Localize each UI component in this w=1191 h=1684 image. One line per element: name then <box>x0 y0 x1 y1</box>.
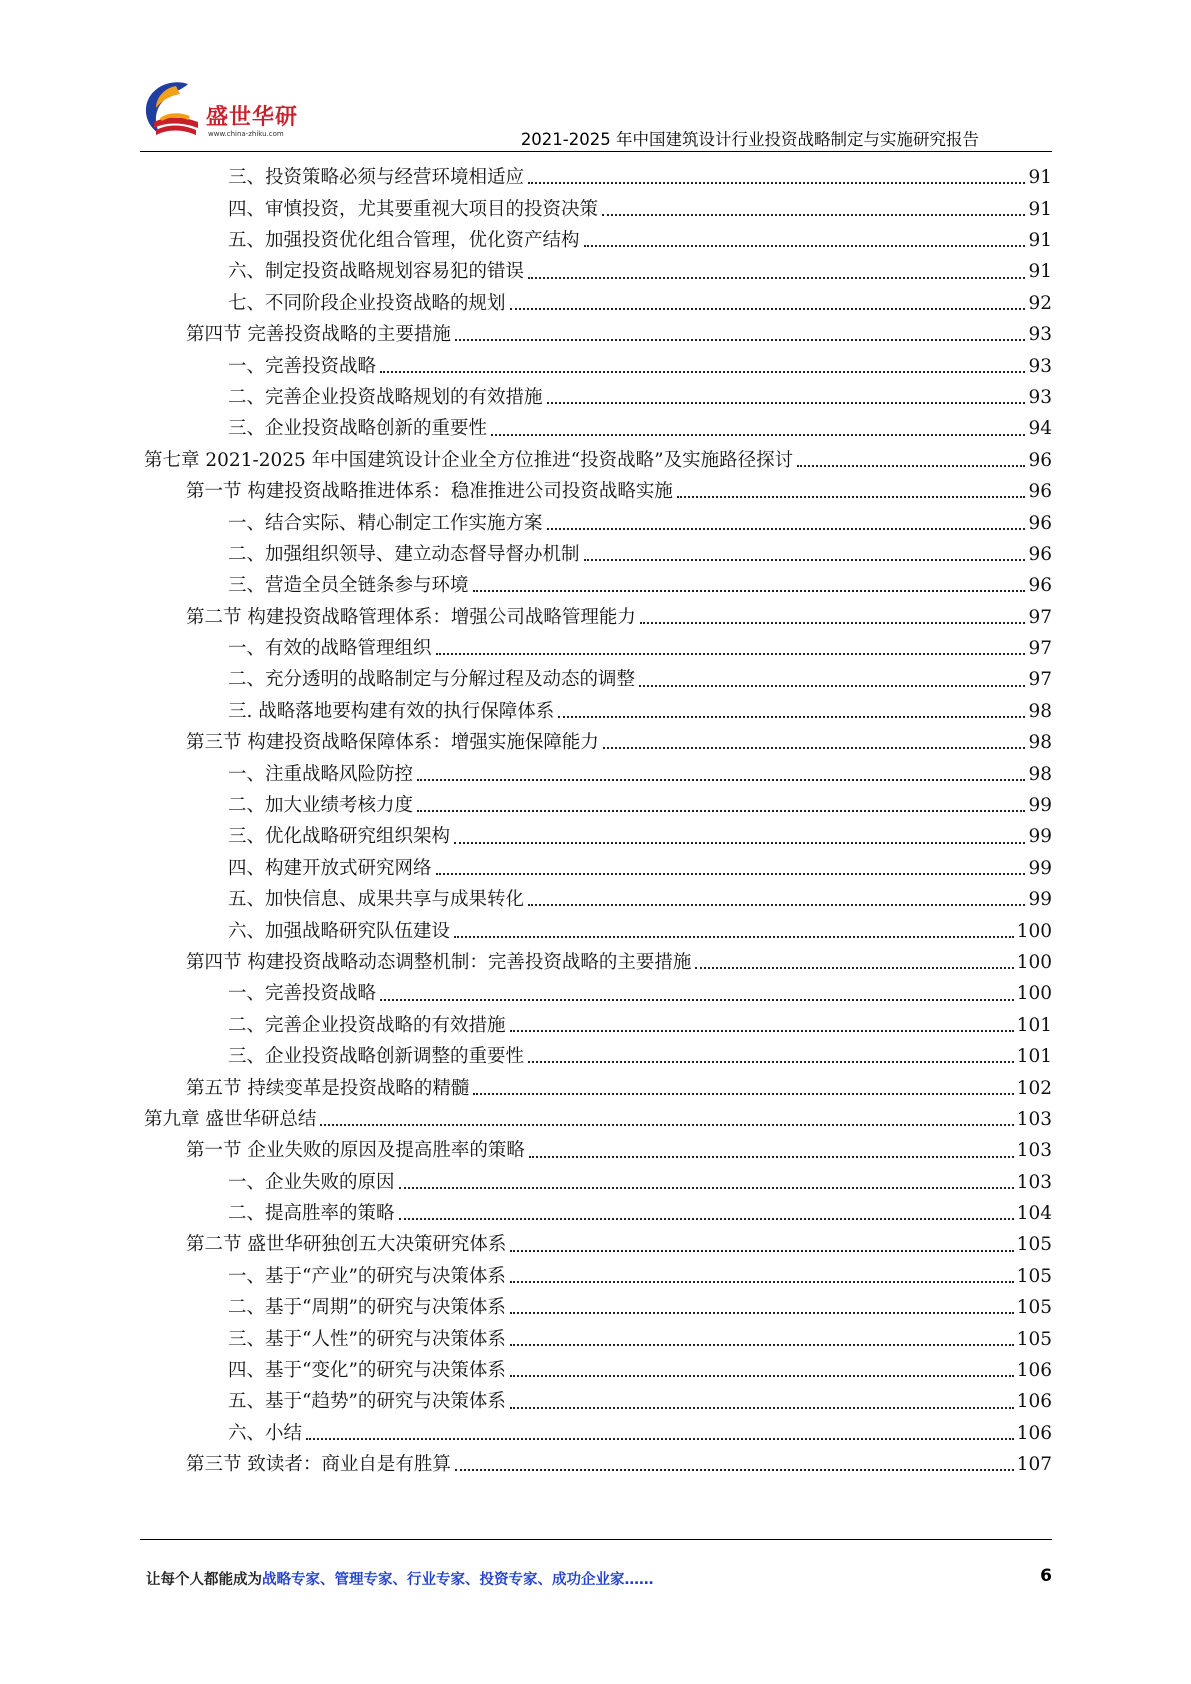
toc-entry-title: 一、企业失败的原因 <box>228 1171 395 1193</box>
toc-dot-leader <box>510 1375 1014 1377</box>
toc-entry-page: 105 <box>1016 1297 1052 1319</box>
toc-entry-page: 91 <box>1028 198 1052 220</box>
toc-entry-title: 七、不同阶段企业投资战略的规划 <box>228 292 506 314</box>
toc-entry-title: 第二节 构建投资战略管理体系：增强公司战略管理能力 <box>186 606 636 628</box>
toc-entry-title: 三. 战略落地要构建有效的执行保障体系 <box>228 700 555 722</box>
toc-entry-page: 104 <box>1016 1203 1052 1225</box>
toc-entry[interactable] <box>144 1384 1052 1415</box>
toc-dot-leader <box>603 747 1026 749</box>
toc-entry-page: 93 <box>1028 355 1052 377</box>
toc-entry-page: 96 <box>1028 543 1052 565</box>
toc-entry[interactable] <box>144 1133 1052 1164</box>
toc-entry-title: 三、投资策略必须与经营环境相适应 <box>228 167 525 189</box>
toc-entry-page: 106 <box>1016 1391 1052 1413</box>
toc-entry[interactable] <box>144 1290 1052 1321</box>
toc-entry[interactable] <box>144 631 1052 662</box>
toc-entry[interactable] <box>144 317 1052 348</box>
toc-dot-leader <box>491 434 1025 436</box>
toc-dot-leader <box>455 339 1026 341</box>
toc-entry-page: 91 <box>1028 261 1052 283</box>
toc-entry-page: 96 <box>1028 481 1052 503</box>
toc-dot-leader <box>399 1218 1014 1220</box>
toc-dot-leader <box>584 559 1026 561</box>
toc-entry-title: 二、基于“周期”的研究与决策体系 <box>228 1297 506 1319</box>
toc-dot-leader <box>510 1312 1014 1314</box>
toc-entry[interactable] <box>144 788 1052 819</box>
logo-emblem-icon <box>140 78 206 142</box>
toc-entry-page: 98 <box>1028 763 1052 785</box>
toc-dot-leader <box>510 1030 1014 1032</box>
toc-entry-title: 一、完善投资战略 <box>228 983 377 1005</box>
toc-dot-leader <box>454 842 1025 844</box>
logo-name: 盛世华研 <box>206 105 299 130</box>
toc-entry-title: 一、基于“产业”的研究与决策体系 <box>228 1265 506 1287</box>
toc-entry-page: 105 <box>1016 1265 1052 1287</box>
toc-entry-page: 97 <box>1028 638 1052 660</box>
toc-entry-page: 99 <box>1028 826 1052 848</box>
toc-dot-leader <box>529 1156 1014 1158</box>
toc-entry[interactable] <box>144 411 1052 442</box>
toc-entry-title: 第一节 构建投资战略推进体系：稳准推进公司投资战略实施 <box>186 481 673 503</box>
logo-url: www.china-zhiku.com <box>208 130 284 138</box>
toc-entry-title: 一、结合实际、精心制定工作实施方案 <box>228 512 543 534</box>
toc-entry-page: 100 <box>1016 951 1052 973</box>
toc-entry-title: 三、优化战略研究组织架构 <box>228 826 451 848</box>
toc-dot-leader <box>473 590 1026 592</box>
toc-entry-page: 103 <box>1016 1171 1052 1193</box>
toc-dot-leader <box>695 967 1013 969</box>
toc-entry[interactable] <box>144 1416 1052 1447</box>
toc-entry-title: 三、基于“人性”的研究与决策体系 <box>228 1328 506 1350</box>
toc-entry-page: 107 <box>1016 1454 1052 1476</box>
toc-dot-leader <box>510 1407 1014 1409</box>
toc-dot-leader <box>797 465 1025 467</box>
toc-dot-leader <box>547 528 1026 530</box>
toc-entry-title: 二、提高胜率的策略 <box>228 1203 395 1225</box>
toc-entry[interactable] <box>144 286 1052 317</box>
toc-dot-leader <box>436 653 1026 655</box>
toc-dot-leader <box>510 1344 1014 1346</box>
toc-entry[interactable] <box>144 913 1052 944</box>
toc-dot-leader <box>380 371 1025 373</box>
toc-entry-title: 三、企业投资战略创新的重要性 <box>228 418 488 440</box>
toc-entry-title: 第九章 盛世华研总结 <box>144 1108 317 1130</box>
toc-entry-title: 第七章 2021-2025 年中国建筑设计企业全方位推进“投资战略”及实施路径探讨 <box>144 449 794 471</box>
toc-dot-leader <box>454 936 1014 938</box>
toc-dot-leader <box>547 402 1026 404</box>
toc-dot-leader <box>417 810 1025 812</box>
page-header <box>0 0 1191 160</box>
toc-entry[interactable] <box>144 254 1052 285</box>
toc-entry[interactable] <box>144 819 1052 850</box>
toc-entry-page: 98 <box>1028 700 1052 722</box>
toc-entry-page: 100 <box>1016 920 1052 942</box>
toc-entry[interactable] <box>144 1039 1052 1070</box>
toc-dot-leader <box>455 1469 1014 1471</box>
toc-entry[interactable] <box>144 1259 1052 1290</box>
toc-entry-title: 五、加强投资优化组合管理，优化资产结构 <box>228 229 580 251</box>
toc-entry[interactable] <box>144 725 1052 756</box>
toc-entry-page: 93 <box>1028 324 1052 346</box>
toc-entry-page: 94 <box>1028 418 1052 440</box>
toc-entry[interactable] <box>144 443 1052 474</box>
toc-entry-page: 93 <box>1028 386 1052 408</box>
toc-dot-leader <box>510 1281 1014 1283</box>
toc-entry-title: 二、加强组织领导、建立动态督导督办机制 <box>228 543 580 565</box>
toc-entry-title: 四、基于“变化”的研究与决策体系 <box>228 1360 506 1382</box>
toc-entry-title: 第三节 致读者：商业自是有胜算 <box>186 1454 451 1476</box>
toc-entry[interactable] <box>144 756 1052 787</box>
toc-entry[interactable] <box>144 976 1052 1007</box>
toc-entry-title: 一、完善投资战略 <box>228 355 377 377</box>
toc-dot-leader <box>640 622 1026 624</box>
toc-entry-title: 六、加强战略研究队伍建设 <box>228 920 451 942</box>
toc-dot-leader <box>558 716 1025 718</box>
toc-entry-title: 第三节 构建投资战略保障体系：增强实施保障能力 <box>186 732 599 754</box>
toc-dot-leader <box>417 779 1025 781</box>
toc-dot-leader <box>528 904 1025 906</box>
page-number: 6 <box>1040 1566 1052 1586</box>
header-divider <box>140 151 1052 152</box>
toc-entry-page: 106 <box>1016 1360 1052 1382</box>
toc-entry-title: 一、有效的战略管理组织 <box>228 638 432 660</box>
toc-entry-page: 100 <box>1016 983 1052 1005</box>
slogan-prefix: 让每个人都能成为 <box>146 1572 262 1588</box>
toc-entry-page: 99 <box>1028 857 1052 879</box>
toc-entry[interactable] <box>144 1321 1052 1352</box>
toc-entry-page: 101 <box>1016 1014 1052 1036</box>
toc-entry-page: 103 <box>1016 1108 1052 1130</box>
toc-entry-page: 98 <box>1028 732 1052 754</box>
toc-entry-title: 六、制定投资战略规划容易犯的错误 <box>228 261 525 283</box>
toc-entry[interactable] <box>144 160 1052 191</box>
toc-entry-page: 99 <box>1028 795 1052 817</box>
toc-entry[interactable] <box>144 882 1052 913</box>
toc-entry[interactable] <box>144 1070 1052 1101</box>
toc-entry-page: 96 <box>1028 512 1052 534</box>
toc-entry[interactable] <box>144 223 1052 254</box>
toc-entry-title: 四、审慎投资，尤其要重视大项目的投资决策 <box>228 198 599 220</box>
toc-entry[interactable] <box>144 694 1052 725</box>
toc-entry[interactable] <box>144 945 1052 976</box>
toc-entry-page: 103 <box>1016 1140 1052 1162</box>
toc-dot-leader <box>528 1061 1014 1063</box>
toc-entry-title: 五、加快信息、成果共享与成果转化 <box>228 889 525 911</box>
toc-dot-leader <box>306 1438 1014 1440</box>
toc-entry-page: 97 <box>1028 669 1052 691</box>
toc-entry[interactable] <box>144 537 1052 568</box>
toc-dot-leader <box>320 1124 1013 1126</box>
toc-entry-title: 三、企业投资战略创新调整的重要性 <box>228 1046 525 1068</box>
toc-entry-page: 99 <box>1028 889 1052 911</box>
footer-slogan <box>146 1568 654 1589</box>
toc-entry[interactable] <box>144 348 1052 379</box>
table-of-contents <box>144 160 1052 1478</box>
slogan-highlight: 战略专家、管理专家、行业专家、投资专家、成功企业家…… <box>262 1572 654 1588</box>
toc-entry-page: 92 <box>1028 292 1052 314</box>
toc-entry[interactable] <box>144 662 1052 693</box>
toc-entry[interactable] <box>144 1196 1052 1227</box>
toc-entry-title: 三、营造全员全链条参与环境 <box>228 575 469 597</box>
toc-entry[interactable] <box>144 1353 1052 1384</box>
toc-entry-page: 91 <box>1028 167 1052 189</box>
toc-entry-page: 97 <box>1028 606 1052 628</box>
toc-dot-leader <box>602 214 1025 216</box>
toc-entry[interactable] <box>144 380 1052 411</box>
toc-entry-title: 一、注重战略风险防控 <box>228 763 414 785</box>
toc-entry[interactable] <box>144 1008 1052 1039</box>
toc-entry-title: 五、基于“趋势”的研究与决策体系 <box>228 1391 506 1413</box>
toc-entry[interactable] <box>144 1102 1052 1133</box>
toc-entry-title: 第五节 持续变革是投资战略的精髓 <box>186 1077 470 1099</box>
toc-entry-page: 101 <box>1016 1046 1052 1068</box>
toc-entry[interactable] <box>144 474 1052 505</box>
toc-entry[interactable] <box>144 599 1052 630</box>
toc-entry[interactable] <box>144 1227 1052 1258</box>
toc-entry-title: 第一节 企业失败的原因及提高胜率的策略 <box>186 1140 525 1162</box>
toc-entry-page: 106 <box>1016 1422 1052 1444</box>
toc-dot-leader <box>473 1093 1013 1095</box>
toc-entry-title: 六、小结 <box>228 1422 303 1444</box>
toc-entry-title: 第四节 完善投资战略的主要措施 <box>186 324 451 346</box>
toc-dot-leader <box>584 245 1026 247</box>
footer-divider <box>140 1539 1052 1540</box>
toc-entry[interactable] <box>144 568 1052 599</box>
toc-dot-leader <box>528 182 1025 184</box>
toc-entry-page: 91 <box>1028 229 1052 251</box>
toc-entry-title: 二、完善企业投资战略规划的有效措施 <box>228 386 543 408</box>
toc-entry[interactable] <box>144 1447 1052 1478</box>
toc-dot-leader <box>639 685 1025 687</box>
toc-entry-page: 105 <box>1016 1234 1052 1256</box>
toc-entry-title: 四、构建开放式研究网络 <box>228 857 432 879</box>
toc-dot-leader <box>399 1187 1014 1189</box>
toc-dot-leader <box>436 873 1026 875</box>
toc-dot-leader <box>510 1250 1013 1252</box>
toc-entry-title: 二、加大业绩考核力度 <box>228 795 414 817</box>
toc-dot-leader <box>677 496 1026 498</box>
toc-entry[interactable] <box>144 191 1052 222</box>
toc-entry-title: 第四节 构建投资战略动态调整机制：完善投资战略的主要措施 <box>186 951 692 973</box>
toc-entry[interactable] <box>144 505 1052 536</box>
toc-dot-leader <box>528 277 1025 279</box>
toc-entry[interactable] <box>144 1165 1052 1196</box>
toc-dot-leader <box>380 999 1014 1001</box>
toc-entry-page: 96 <box>1028 575 1052 597</box>
toc-dot-leader <box>510 308 1026 310</box>
toc-entry[interactable] <box>144 851 1052 882</box>
company-logo <box>140 78 310 148</box>
toc-entry-page: 102 <box>1016 1077 1052 1099</box>
toc-entry-page: 96 <box>1028 449 1052 471</box>
toc-entry-title: 二、充分透明的战略制定与分解过程及动态的调整 <box>228 669 636 691</box>
toc-entry-page: 105 <box>1016 1328 1052 1350</box>
toc-entry-title: 第二节 盛世华研独创五大决策研究体系 <box>186 1234 507 1256</box>
report-title: 2021-2025 年中国建筑设计行业投资战略制定与实施研究报告 <box>520 130 979 149</box>
toc-entry-title: 二、完善企业投资战略的有效措施 <box>228 1014 506 1036</box>
